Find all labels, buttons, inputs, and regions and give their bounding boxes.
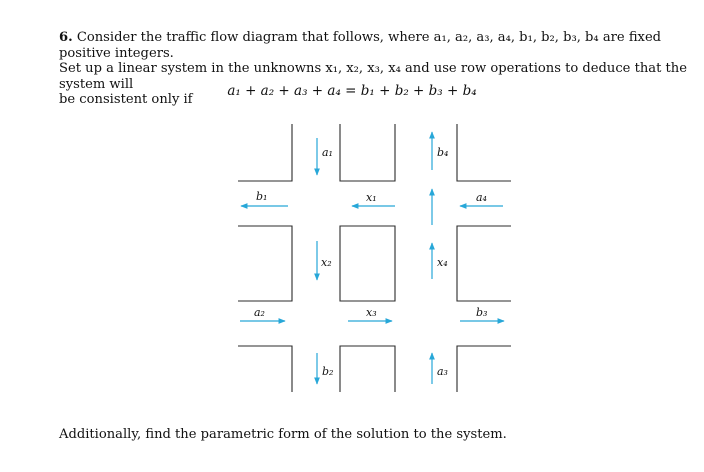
label-b2: b₂ xyxy=(322,365,334,378)
block-bottom-left xyxy=(238,346,292,392)
block-bottom-middle xyxy=(340,346,395,392)
block-middle-right xyxy=(457,226,511,301)
label-x3: x₃ xyxy=(366,306,377,319)
label-a2: a₂ xyxy=(254,306,265,319)
label-a1: a₁ xyxy=(322,146,333,159)
consistency-equation: a₁ + a₂ + a₃ + a₄ = b₁ + b₂ + b₃ + b₄ xyxy=(227,83,477,99)
label-a3: a₃ xyxy=(437,365,448,378)
label-x2: x₂ xyxy=(321,256,332,269)
block-center xyxy=(340,226,395,301)
problem-line-3: be consistent only if xyxy=(59,92,193,107)
block-bottom-right xyxy=(457,346,511,392)
problem-line-1-text: Consider the traffic flow diagram that follows, where a₁, a₂, a₃, a₄, b₁, b₂, b₃, b₄ are fixed positive integers. xyxy=(59,30,662,61)
label-b3: b₃ xyxy=(476,306,488,319)
label-x1: x₁ xyxy=(366,191,377,204)
block-top-right xyxy=(457,124,511,181)
label-b4: b₄ xyxy=(437,146,449,159)
problem-line-2: Set up a linear system in the unknowns x₁, x₂, x₃, x₄ and use row operations to deduce that the system will xyxy=(59,61,687,92)
block-top-left xyxy=(238,124,292,181)
block-top-middle xyxy=(340,124,395,181)
closing-instruction: Additionally, find the parametric form of the solution to the system. xyxy=(59,427,507,442)
label-a4: a₄ xyxy=(476,191,487,204)
problem-number: 6. xyxy=(59,30,73,45)
label-b1: b₁ xyxy=(256,190,268,203)
label-x4: x₄ xyxy=(437,256,448,269)
block-middle-left xyxy=(238,226,292,301)
